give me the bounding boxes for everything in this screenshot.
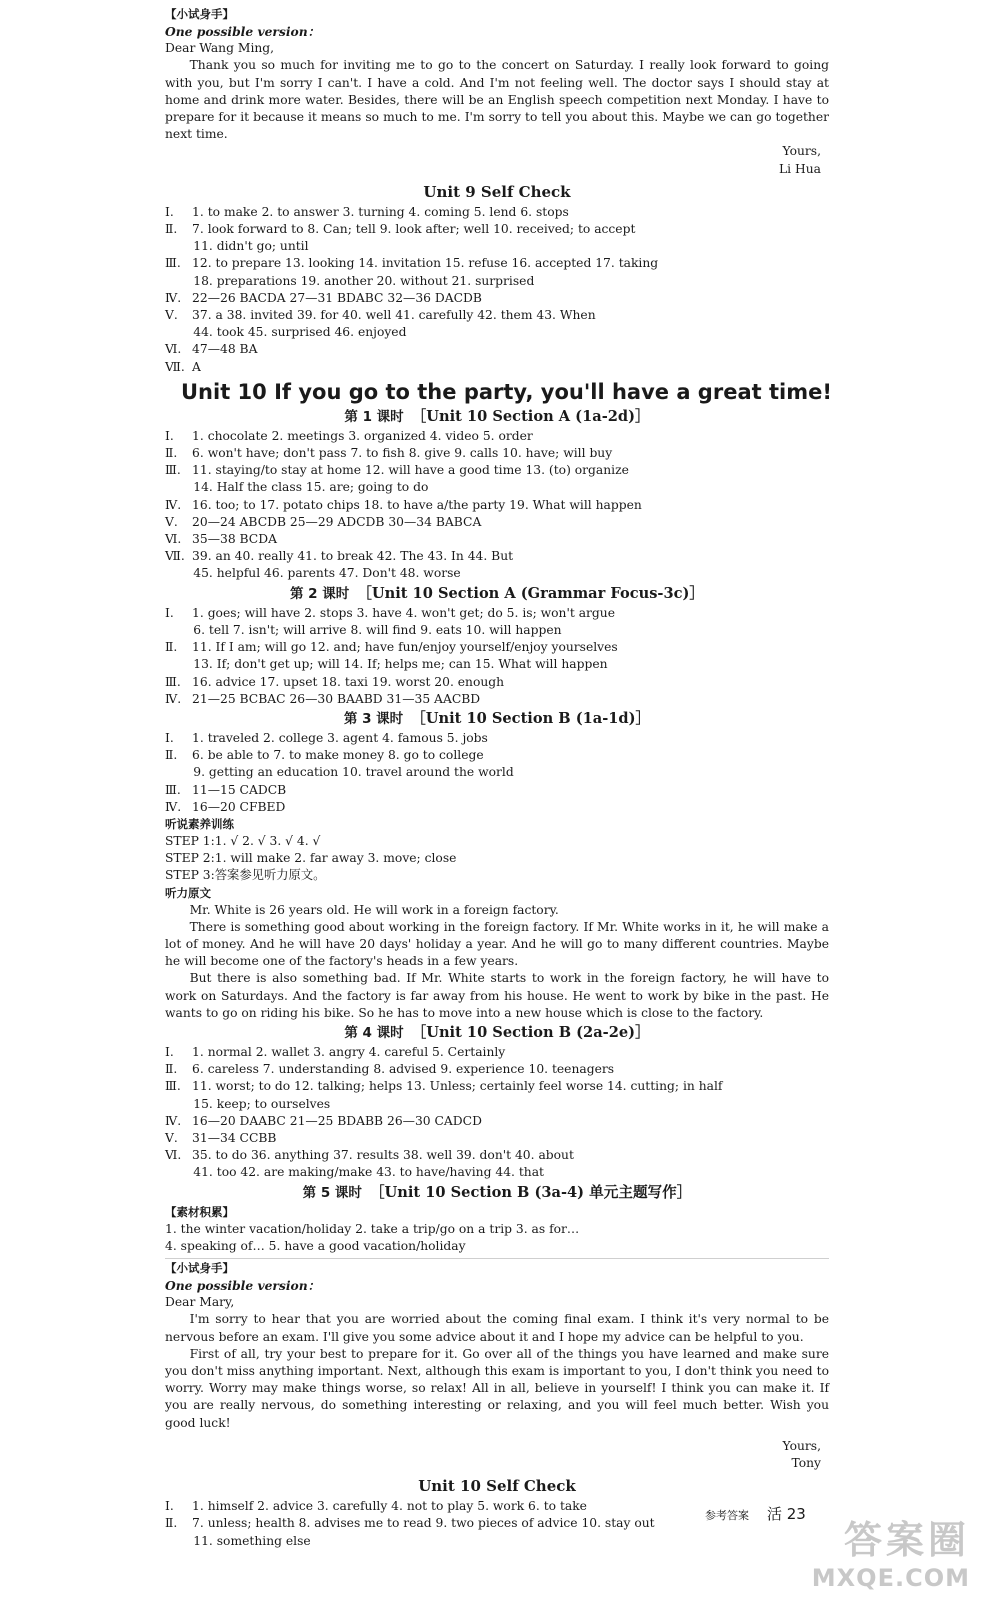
divider: [165, 1258, 829, 1259]
answer-line: [165, 1096, 829, 1113]
answer-line: [165, 1044, 829, 1061]
lesson-answers: [165, 605, 829, 708]
answer-text: 1. to make 2. to answer 3. turning 4. coming 5. lend 6. stops: [192, 204, 569, 219]
lesson-label: 第 3 课时: [343, 710, 404, 727]
letter2-paragraph: First of all, try your best to prepare for it. Go over all of the things you have learned and make sure you don't miss anything important. Next, although this exam is important to you, I don't think you need to worry. Worry may make things worse, so relax! All in all, believe in yourself! I think you can make it. If you are really nervous, do something interesting or relaxing, and you will feel much better. Wish you good luck!: [165, 1346, 829, 1430]
answer-line: [165, 691, 829, 708]
answer-text: 14. Half the class 15. are; going to do: [193, 480, 429, 495]
step-line: STEP 1:1. √ 2. √ 3. √ 4. √: [165, 833, 321, 848]
answer-line: [165, 497, 829, 514]
answer-text: 16—20 CFBED: [192, 799, 286, 814]
roman-numeral: Ⅴ.: [165, 1130, 178, 1145]
roman-numeral: Ⅰ.: [165, 428, 174, 443]
answer-text: 7. unless; health 8. advises me to read 9. two pieces of advice 10. stay out: [192, 1516, 655, 1531]
answer-line: [165, 462, 829, 479]
roman-numeral: Ⅲ.: [165, 674, 181, 689]
watermark-logo: [812, 1509, 970, 1592]
answer-text: 16—20 DAABC 21—25 BDABB 26—30 CADCD: [192, 1113, 482, 1128]
possible-version-label-2: One possible version：: [165, 1277, 320, 1293]
roman-numeral: Ⅳ.: [165, 1113, 182, 1128]
lesson-label: 第 2 课时: [289, 585, 350, 602]
answer-line: [165, 656, 829, 673]
answer-line: [165, 622, 829, 639]
script-paragraph: But there is also something bad. If Mr. White starts to work in the foreign factory, he will have to work on Saturdays. And the factory is far away from his house. He went to work by bike in the past. He wants to go on riding his bike. So he has to move into a new house which is close to the factory.: [165, 971, 829, 1020]
answer-line: [165, 514, 829, 531]
lesson5-section: ［Unit 10 Section B (3a-4) 单元主题写作］: [369, 1183, 692, 1201]
section-tag-practice-2: 【小试身手】: [165, 1260, 234, 1275]
answer-line: [165, 799, 829, 816]
answer-line: [165, 531, 829, 548]
roman-numeral: Ⅳ.: [165, 691, 182, 706]
answer-line: [165, 1130, 829, 1147]
letter-body: Thank you so much for inviting me to go to the concert on Saturday. I really look forward to going with you, but I'm sorry I can't. I have a cold. And I'm not feeling well. The doctor says I should stay at home and drink more water. Besides, there will be an English speech competition next Monday. I have to prepare for it because it means so much to me. I'm sorry to tell you about this. Maybe we can go together next time.: [165, 58, 829, 142]
roman-numeral: Ⅴ.: [165, 514, 178, 529]
lesson-heading: [165, 708, 829, 730]
possible-version-label: One possible version：: [165, 24, 320, 39]
answer-text: 11. didn't go; until: [193, 239, 309, 254]
roman-numeral: Ⅳ.: [165, 290, 182, 305]
answer-line: [165, 1061, 829, 1078]
answer-line: [165, 548, 829, 565]
answer-text: 1. traveled 2. college 3. agent 4. famous 5. jobs: [192, 730, 488, 745]
page-footer: [705, 1503, 806, 1524]
answer-line: [165, 341, 829, 358]
answer-text: 11—15 CADCB: [192, 782, 287, 797]
letter-closing: Yours,: [782, 144, 821, 159]
answer-text: 47—48 BA: [192, 342, 258, 357]
answer-line: [165, 1113, 829, 1130]
lesson-section: ［Unit 10 Section A (1a-2d)］: [411, 407, 650, 425]
answer-line: [165, 565, 829, 582]
step-line: STEP 2:1. will make 2. far away 3. move; close: [165, 851, 457, 866]
answer-text: 44. took 45. surprised 46. enjoyed: [193, 325, 407, 340]
page-number: 活 23: [767, 1505, 806, 1523]
answer-line: [165, 255, 829, 272]
answer-text: 12. to prepare 13. looking 14. invitation 15. refuse 16. accepted 17. taking: [192, 256, 659, 271]
answer-text: A: [192, 359, 201, 374]
answer-text: 11. staying/to stay at home 12. will have a good time 13. (to) organize: [192, 463, 629, 478]
roman-numeral: Ⅱ.: [165, 748, 178, 763]
roman-numeral: Ⅱ.: [165, 222, 178, 237]
material-tag: 【素材积累】: [165, 1204, 234, 1219]
answer-line: [165, 747, 829, 764]
letter-greeting: Dear Wang Ming,: [165, 41, 275, 56]
answer-text: 1. himself 2. advice 3. carefully 4. not to play 5. work 6. to take: [192, 1499, 587, 1514]
answer-line: [165, 324, 829, 341]
answer-text: 1. chocolate 2. meetings 3. organized 4. video 5. order: [192, 428, 533, 443]
answer-line: [165, 238, 829, 255]
lesson-section: ［Unit 10 Section A (Grammar Focus-3c)］: [357, 584, 705, 602]
answer-text: 31—34 CCBB: [192, 1130, 277, 1145]
answer-text: 9. getting an education 10. travel around the world: [193, 765, 514, 780]
roman-numeral: Ⅵ.: [165, 532, 182, 547]
answer-line: [165, 605, 829, 622]
answer-line: [165, 730, 829, 747]
answer-text: 6. be able to 7. to make money 8. go to college: [192, 748, 484, 763]
answer-line: [165, 479, 829, 496]
answer-line: [165, 782, 829, 799]
answer-text: 20—24 ABCDB 25—29 ADCDB 30—34 BABCA: [192, 514, 482, 529]
lesson4-label: 第 4 课时: [344, 1024, 404, 1041]
answer-text: 6. won't have; don't pass 7. to fish 8. give 9. calls 10. have; will buy: [192, 446, 613, 461]
letter2-greeting: Dear Mary,: [165, 1295, 235, 1310]
letter2-paragraph: I'm sorry to hear that you are worried about the coming final exam. I think it's very normal to be nervous before an exam. I'll give you some advice about it and I hope my advice can be helpful to you.: [165, 1312, 829, 1344]
lesson5-material: [165, 1221, 829, 1255]
script-paragraph: Mr. White is 26 years old. He will work in a foreign factory.: [189, 902, 559, 917]
roman-numeral: Ⅳ.: [165, 799, 182, 814]
answer-text: 13. If; don't get up; will 14. If; helps me; can 15. What will happen: [193, 657, 608, 672]
answer-line: [165, 307, 829, 324]
answer-text: 6. tell 7. isn't; will arrive 8. will find 9. eats 10. will happen: [193, 622, 562, 637]
roman-numeral: Ⅱ.: [165, 1516, 178, 1531]
listening-script: [165, 902, 829, 1022]
roman-numeral: Ⅶ.: [165, 549, 185, 564]
roman-numeral: Ⅱ.: [165, 446, 178, 461]
script-paragraph: There is something good about working in the foreign factory. If Mr. White works in it, he will make a lot of money. And he will have 20 days' holiday a year. And he will go to many different countries. Maybe he will become one of the factory's heads in a few years.: [165, 919, 829, 969]
answer-text: 11. worst; to do 12. talking; helps 13. Unless; certainly feel worse 14. cutting; in half: [192, 1079, 723, 1094]
answer-text: 22—26 BACDA 27—31 BDABC 32—36 DACDB: [192, 290, 482, 305]
lesson-heading: [165, 583, 829, 605]
roman-numeral: Ⅰ.: [165, 1044, 174, 1059]
roman-numeral: Ⅵ.: [165, 1148, 182, 1163]
answer-text: 35—38 BCDA: [192, 532, 277, 547]
unit9-self-check-title: Unit 9 Self Check: [423, 182, 571, 201]
lesson-heading: [165, 406, 829, 428]
roman-numeral: Ⅴ.: [165, 308, 178, 323]
roman-numeral: Ⅲ.: [165, 1079, 181, 1094]
answer-line: [165, 204, 829, 221]
footer-label: 参考答案: [705, 1509, 749, 1522]
answer-text: 35. to do 36. anything 37. results 38. well 39. don't 40. about: [192, 1148, 574, 1163]
listening-steps: [165, 833, 829, 885]
answer-text: 6. careless 7. understanding 8. advised 9. experience 10. teenagers: [192, 1062, 615, 1077]
lesson4-answers: [165, 1044, 829, 1182]
answer-text: 21—25 BCBAC 26—30 BAABD 31—35 AACBD: [192, 691, 481, 706]
answer-line: [165, 273, 829, 290]
roman-numeral: Ⅰ.: [165, 204, 174, 219]
listening-script-tag: 听力原文: [165, 885, 211, 900]
answer-text: 45. helpful 46. parents 47. Don't 48. worse: [193, 566, 461, 581]
answer-text: 41. too 42. are making/make 43. to have/having 44. that: [193, 1165, 544, 1180]
watermark-top: 答案圈: [843, 1518, 970, 1562]
lesson5-heading: [165, 1182, 829, 1204]
answer-text: 11. If I am; will go 12. and; have fun/enjoy yourself/enjoy yourselves: [192, 640, 618, 655]
answer-line: [165, 1147, 829, 1164]
lessons-1-3: [165, 406, 829, 816]
lesson-label: 第 1 课时: [344, 408, 404, 425]
listening-training-tag: 听说素养训练: [165, 816, 234, 831]
letter2-closing: Yours,: [782, 1438, 821, 1453]
answer-text: 39. an 40. really 41. to break 42. The 43. In 44. But: [192, 549, 514, 564]
roman-numeral: Ⅱ.: [165, 640, 178, 655]
roman-numeral: Ⅵ.: [165, 342, 182, 357]
roman-numeral: Ⅶ.: [165, 359, 185, 374]
answer-text: 18. preparations 19. another 20. without 21. surprised: [193, 273, 535, 288]
answer-text: 1. goes; will have 2. stops 3. have 4. won't get; do 5. is; won't argue: [192, 605, 615, 620]
answer-line: [165, 221, 829, 238]
answer-line: [165, 1533, 829, 1550]
answer-text: 15. keep; to ourselves: [193, 1096, 331, 1111]
answer-line: [165, 674, 829, 691]
unit9-answers: [165, 204, 829, 376]
answer-page: [165, 6, 832, 1550]
watermark-bottom: MXQE.COM: [811, 1564, 970, 1592]
answer-line: [165, 1078, 829, 1095]
answer-line: [165, 639, 829, 656]
answer-line: [165, 764, 829, 781]
roman-numeral: Ⅰ.: [165, 1499, 174, 1514]
lesson4-heading: [165, 1022, 829, 1044]
letter2-signature: Tony: [791, 1456, 821, 1471]
answer-text: 7. look forward to 8. Can; tell 9. look after; well 10. received; to accept: [192, 222, 636, 237]
answer-text: 11. something else: [193, 1533, 311, 1548]
roman-numeral: Ⅲ.: [165, 256, 181, 271]
answer-text: 1. normal 2. wallet 3. angry 4. careful 5. Certainly: [192, 1044, 506, 1059]
answer-text: 37. a 38. invited 39. for 40. well 41. carefully 42. them 43. When: [192, 308, 596, 323]
roman-numeral: Ⅳ.: [165, 497, 182, 512]
letter2-body: [165, 1311, 829, 1431]
roman-numeral: Ⅱ.: [165, 1062, 178, 1077]
lesson-section: ［Unit 10 Section B (1a-1d)］: [411, 709, 651, 727]
unit10-self-check-title: Unit 10 Self Check: [418, 1477, 576, 1496]
roman-numeral: Ⅲ.: [165, 782, 181, 797]
lesson5-label: 第 5 课时: [302, 1184, 362, 1201]
answer-line: [165, 1164, 829, 1181]
lesson-answers: [165, 428, 829, 583]
answer-line: [165, 445, 829, 462]
answer-line: [165, 428, 829, 445]
unit10-title: Unit 10 If you go to the party, you'll have a great time!: [181, 379, 832, 404]
roman-numeral: Ⅰ.: [165, 605, 174, 620]
lesson-answers: [165, 730, 829, 816]
answer-line: [165, 290, 829, 307]
material-line: 4. speaking of… 5. have a good vacation/holiday: [165, 1238, 466, 1253]
answer-line: [165, 359, 829, 376]
answer-text: 16. advice 17. upset 18. taxi 19. worst 20. enough: [192, 674, 505, 689]
roman-numeral: Ⅲ.: [165, 463, 181, 478]
section-tag-practice: 【小试身手】: [165, 7, 234, 21]
letter-signature: Li Hua: [779, 161, 821, 176]
material-line: 1. the winter vacation/holiday 2. take a trip/go on a trip 3. as for…: [165, 1221, 580, 1236]
lesson4-section: ［Unit 10 Section B (2a-2e)］: [411, 1023, 650, 1041]
step-line: STEP 3:答案参见听力原文。: [165, 868, 326, 883]
answer-text: 16. too; to 17. potato chips 18. to have a/the party 19. What will happen: [192, 497, 642, 512]
roman-numeral: Ⅰ.: [165, 730, 174, 745]
